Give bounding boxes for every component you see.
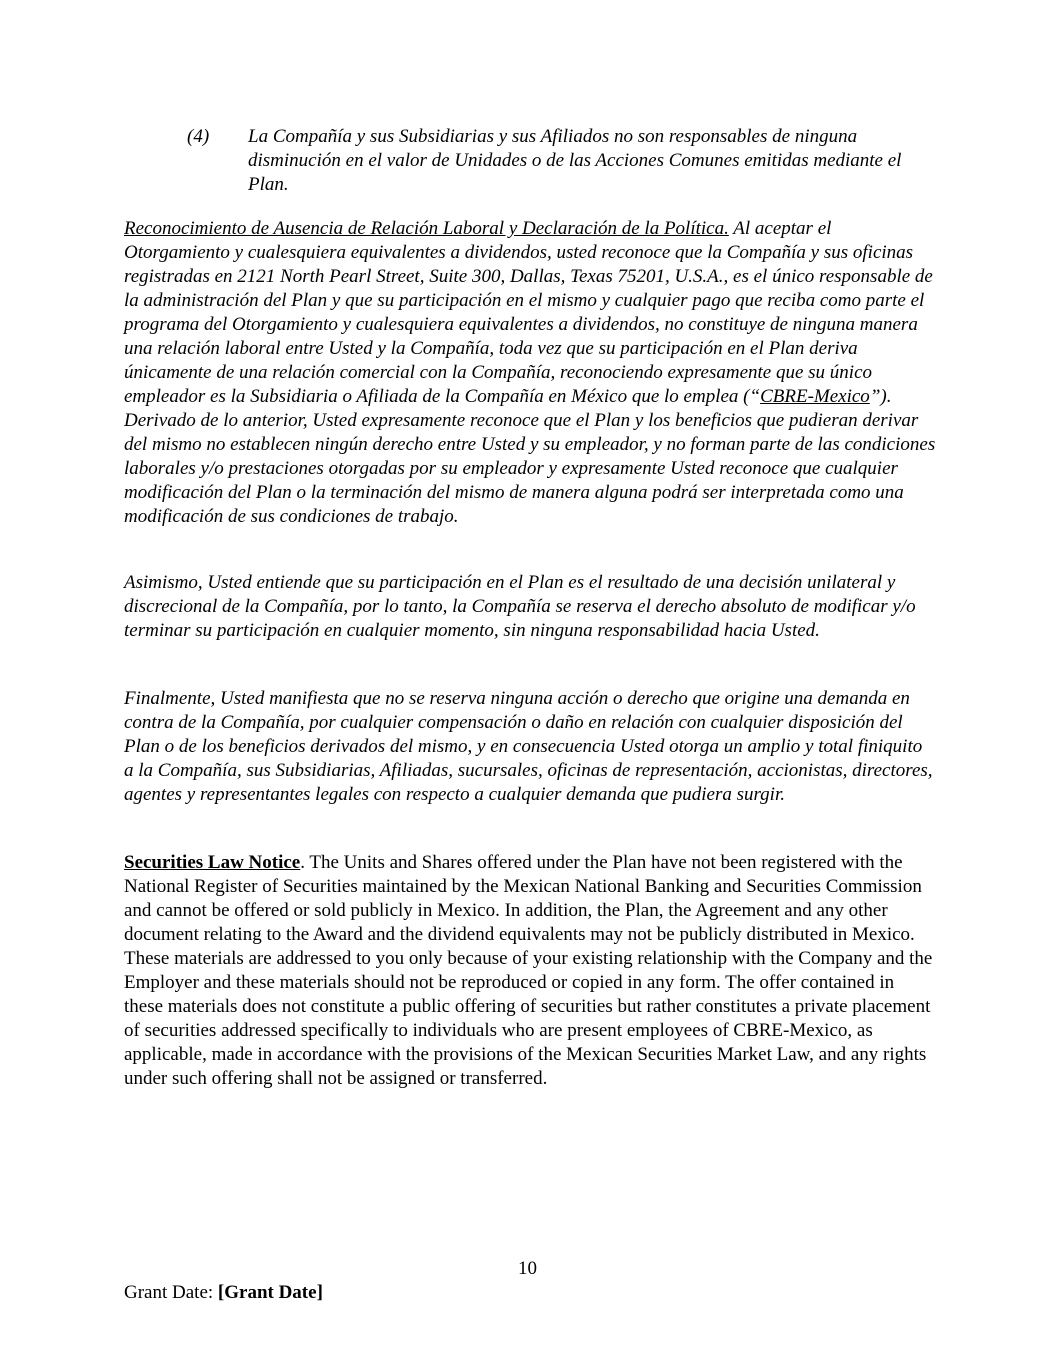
item-number: (4) [187,126,210,147]
defined-term-cbre-mexico: CBRE-Mexico [760,386,870,407]
labor-relationship-text-1: Al aceptar el Otorgamiento y cualesquiera equivalentes a dividendos, usted reconoce que la Compañía y sus oficinas registradas en 2121 North Pearl Street, Suite 300, Dallas, Texas 75201, U.S.A., es el único responsable de la administración del Plan y que su participación en el mismo y cualquier pago que reciba como parte el programa del Otorgamiento y cualesquiera equivalentes a dividendos, no constituye de ninguna manera una relación laboral entre Usted y la Compañía, toda vez que su participación en el Plan deriva únicamente de una relación comercial con la Compañía, reconociendo expresamente que su único empleador es la Subsidiaria o Afiliada de la Compañía en México que lo emplea (“ [124,218,933,407]
footer-value: [Grant Date] [217,1282,323,1303]
footer-grant-date [124,1281,323,1305]
footer-label: Grant Date: [124,1282,218,1303]
finalmente-paragraph: Finalmente, Usted manifiesta que no se reserva ninguna acción o derecho que origine una demanda en contra de la Compañía, por cualquier compensación o daño en relación con cualquier disposición del Plan o de los beneficios derivados del mismo, y en consecuencia Usted otorga un amplio y total finiquito a la Compañía, sus Subsidiarias, Afiliadas, sucursales, oficinas de representación, accionistas, directores, agentes y representantes legales con respecto a cualquier demanda que pudiera surgir. [124,688,933,805]
securities-law-notice-paragraph [124,851,936,1091]
asimismo-paragraph: Asimismo, Usted entiende que su participación en el Plan es el resultado de una decisión unilateral y discrecional de la Compañía, por lo tanto, la Compañía se reserva el derecho absoluto de modificar y/o terminar su participación en cualquier momento, sin ninguna responsabilidad hacia Usted. [124,572,916,641]
securities-heading-punct: . [300,852,305,873]
labor-relationship-heading: Reconocimiento de Ausencia de Relación Laboral y Declaración de la Política. [124,218,729,239]
page-number: 10 [518,1258,537,1279]
labor-relationship-text-2: ”). Derivado de lo anterior, Usted expresamente reconoce que el Plan y los beneficios que pudieran derivar del mismo no establecen ningún derecho entre Usted y su empleador, y no forman parte de las condiciones laborales y/o prestaciones otorgadas por su empleador y expresamente Usted reconoce que cualquier modificación del Plan o la terminación del mismo de manera alguna podrá ser interpretada como una modificación de sus condiciones de trabajo. [124,386,936,527]
labor-relationship-paragraph [124,217,936,529]
securities-law-notice-heading: Securities Law Notice [124,852,301,873]
securities-law-notice-text: The Units and Shares offered under the Plan have not been registered with the National Register of Securities maintained by the Mexican National Banking and Securities Commission and cannot be offered or sold publicly in Mexico. In addition, the Plan, the Agreement and any other document relating to the Award and the dividend equivalents may not be publicly distributed in Mexico. These materials are addressed to you only because of your existing relationship with the Company and the Employer and these materials should not be reproduced or copied in any form. The offer contained in these materials does not constitute a public offering of securities but rather constitutes a private placement of securities addressed specifically to individuals who are present employees of CBRE-Mexico, as applicable, made in accordance with the provisions of the Mexican Securities Market Law, and any rights under such offering shall not be assigned or transferred. [124,852,933,1089]
item-text: La Compañía y sus Subsidiarias y sus Afiliados no son responsables de ninguna disminución en el valor de Unidades o de las Acciones Comunes emitidas mediante el Plan. [248,126,902,195]
